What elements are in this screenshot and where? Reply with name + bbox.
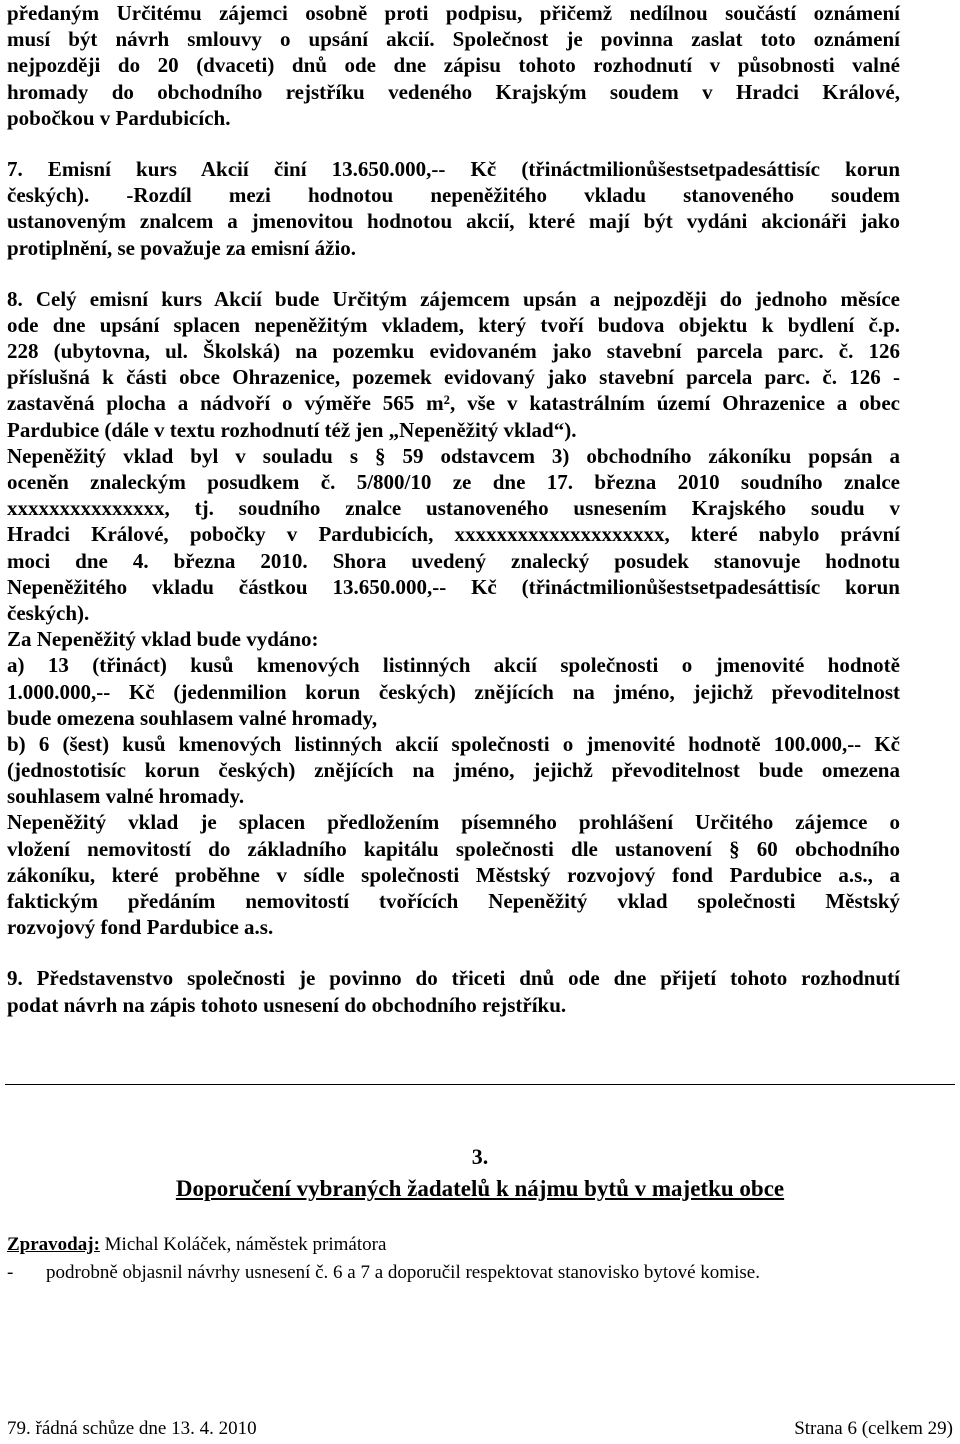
text-line: nejpozději do 20 (dvaceti) dnů ode dne zápisu tohoto rozhodnutí v působnosti valné xyxy=(7,53,900,78)
text-line: Nepeněžitého vkladu částkou 13.650.000,-- Kč (třináctmilionůšestsetpadesáttisíc korun xyxy=(7,574,900,599)
point-7-paragraph xyxy=(7,156,900,261)
text-line: hromady do obchodního rejstříku vedeného Krajským soudem v Hradci Králové, xyxy=(7,79,900,104)
text-line: b) 6 (šest) kusů kmenových listinných akcií společnosti o jmenovité hodnotě 100.000,-- Kč xyxy=(7,731,900,756)
text-line: ustanoveným znalcem a jmenovitou hodnotou akcií, které mají být vydáni akcionáři jako xyxy=(7,209,900,234)
text-line: vložení nemovitostí do základního kapitálu společnosti dle ustanovení § 60 obchodního xyxy=(7,836,900,861)
intro-paragraph xyxy=(7,0,900,131)
footer-meeting: 79. řádná schůze dne 13. 4. 2010 xyxy=(7,1418,257,1439)
section-title: Doporučení vybraných žadatelů k nájmu bytů v majetku obce xyxy=(175,1176,785,1201)
text-line: 9. Představenstvo společnosti je povinno do třiceti dnů ode dne přijetí tohoto rozhodnutí xyxy=(7,966,900,991)
document-body xyxy=(7,0,900,1043)
text-line: faktickým předáním nemovitostí tvořících Nepeněžitý vklad společnosti Městský xyxy=(7,889,900,913)
text-line: příslušná k části obce Ohrazenice, pozemek evidovaný jako stavební parcela parc. č. 126 - xyxy=(7,365,900,390)
text-line: předaným Určitému zájemci osobně proti podpisu, přičemž nedílnou součástí oznámení xyxy=(7,1,900,25)
text-line: 7. Emisní kurs Akcií činí 13.650.000,-- Kč (třináctmilionůšestsetpadesáttisíc korun xyxy=(7,156,900,181)
text-line: Za Nepeněžitý vklad bude vydáno: xyxy=(7,627,319,652)
text-line: oceněn znaleckým posudkem č. 5/800/10 ze dne 17. března 2010 soudního znalce xyxy=(7,470,900,494)
text-line: (jednostotisíc korun českých) znějících na jméno, jejichž převoditelnost bude omezena xyxy=(7,758,900,783)
text-line: zákoníku, které proběhne v sídle společnosti Městský rozvojový fond Pardubice a.s., a xyxy=(7,862,900,887)
text-line: rozvojový fond Pardubice a.s. xyxy=(7,915,274,940)
text-line: souhlasem valné hromady. xyxy=(7,784,245,809)
footer-page-number: Strana 6 (celkem 29) xyxy=(794,1418,953,1439)
point-8-paragraph xyxy=(7,286,900,941)
text-line: xxxxxxxxxxxxxxx, tj. soudního znalce ustanoveného usnesením Krajského soudu v xyxy=(7,496,900,521)
bullet-dash: - xyxy=(7,1262,14,1283)
section-number: 3. xyxy=(471,1144,489,1169)
note-text: podrobně objasnil návrhy usnesení č. 6 a 7 a doporučil respektovat stanovisko bytové komise. xyxy=(46,1262,760,1283)
note-line xyxy=(7,1262,760,1284)
text-line: 1.000.000,-- Kč (jedenmilion korun českých) znějících na jméno, jejichž převoditelnost xyxy=(7,679,900,704)
text-line: Nepeněžitý vklad byl v souladu s § 59 odstavcem 3) obchodního zákoníku popsán a xyxy=(7,443,900,468)
text-line: zastavěná plocha a nádvoří o výměře 565 m², vše v katastrálním území Ohrazenice a obec xyxy=(7,391,900,416)
text-line: ode dne upsání splacen nepeněžitým vkladem, který tvoří budova objektu k bydlení č.p. xyxy=(7,312,900,337)
page-footer xyxy=(7,1418,953,1440)
text-line: bude omezena souhlasem valné hromady, xyxy=(7,705,378,730)
text-line: Hradci Králové, pobočky v Pardubicích, xxxxxxxxxxxxxxxxxxxx, které nabylo právní xyxy=(7,522,900,547)
rapporteur-name: Michal Koláček, náměstek primátora xyxy=(104,1234,387,1255)
rapporteur-line xyxy=(7,1234,386,1256)
text-line: 228 (ubytovna, ul. Školská) na pozemku evidovaném jako stavební parcela parc. č. 126 xyxy=(7,339,900,364)
text-line: moci dne 4. března 2010. Shora uvedený znalecký posudek stanovuje hodnotu xyxy=(7,548,900,573)
text-line: Nepeněžitý vklad je splacen předložením písemného prohlášení Určitého zájemce o xyxy=(7,810,900,835)
point-9-paragraph xyxy=(7,965,900,1017)
text-line: Pardubice (dále v textu rozhodnutí též jen „Nepeněžitý vklad“). xyxy=(7,417,577,442)
text-line: 8. Celý emisní kurs Akcií bude Určitým zájemcem upsán a nejpozději do jednoho měsíce xyxy=(7,286,900,311)
text-line: českých). -Rozdíl mezi hodnotou nepeněžitého vkladu stanoveného soudem xyxy=(7,183,900,208)
text-line: musí být návrh smlouvy o upsání akcií. Společnost je povinna zaslat toto oznámení xyxy=(7,27,900,52)
section-divider xyxy=(5,1084,955,1085)
text-line: podat návrh na zápis tohoto usnesení do obchodního rejstříku. xyxy=(7,992,567,1017)
text-line: protiplnění, se považuje za emisní ážio. xyxy=(7,235,357,260)
text-line: a) 13 (třináct) kusů kmenových listinných akcií společnosti o jmenovité hodnotě xyxy=(7,653,900,678)
text-line: českých). xyxy=(7,600,90,625)
rapporteur-label: Zpravodaj: xyxy=(7,1234,100,1255)
text-line: pobočkou v Pardubicích. xyxy=(7,105,231,130)
